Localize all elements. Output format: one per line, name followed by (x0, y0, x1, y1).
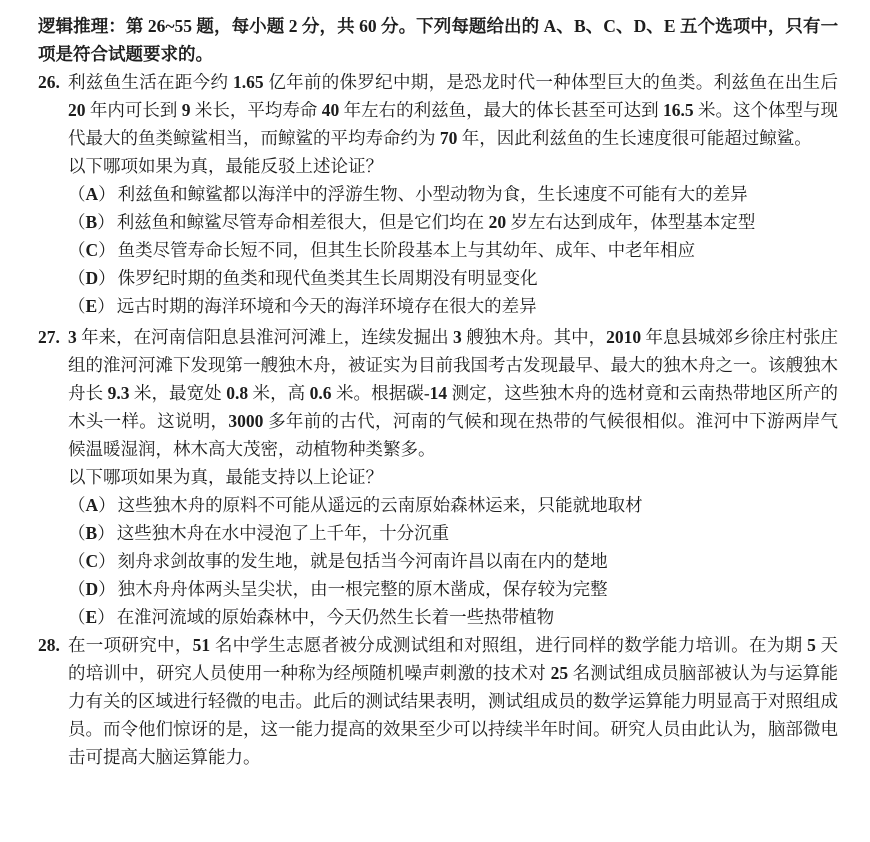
option-label: （D） (68, 579, 116, 599)
option-a (68, 180, 838, 208)
option-d (68, 575, 838, 603)
option-label: （B） (68, 523, 115, 543)
option-label: （E） (68, 607, 115, 627)
option-text: 这些独木舟在水中浸泡了上千年，十分沉重 (116, 523, 450, 543)
option-label: （C） (68, 551, 116, 571)
option-label: （C） (68, 240, 116, 260)
option-label: （A） (68, 184, 116, 204)
question-27 (38, 323, 838, 631)
question-number: 28. (38, 635, 60, 655)
option-text: 独木舟舟体两头呈尖状，由一根完整的原木凿成，保存较为完整 (117, 579, 608, 599)
option-b (68, 208, 838, 236)
option-b (68, 519, 838, 547)
option-text: 鱼类尽管寿命长短不同，但其生长阶段基本上与其幼年、成年、中老年相应 (117, 240, 696, 260)
option-text: 利兹鱼和鲸鲨都以海洋中的浮游生物、小型动物为食，生长速度不可能有大的差异 (117, 184, 748, 204)
option-label: （B） (68, 212, 115, 232)
question-stem: 3 年来，在河南信阳息县淮河河滩上，连续发掘出 3 艘独木舟。其中，2010 年息县城郊乡徐庄村张庄组的淮河河滩下发现第一艘独木舟，被证实为目前我国考古发现最早、最大的独木舟之一。该艘独木舟长 9.3 米，最宽处 0.8 米，高 0.6 米。根据碳-14 测定，这些独木舟的选材竟和云南热带地区所产的木头一样。这说明，3000 多年前的古代，河南的气候和现在热带的气候很相似。淮河中下游两岸气候温暖湿润，林木高大茂密，动植物种类繁多。 (68, 327, 839, 459)
option-label: （D） (68, 268, 116, 288)
option-e (68, 603, 838, 631)
question-prompt: 以下哪项如果为真，最能反驳上述论证？ (68, 156, 383, 176)
section-header: 逻辑推理：第 26~55 题，每小题 2 分，共 60 分。下列每题给出的 A、B、C、D、E 五个选项中，只有一项是符合试题要求的。 (38, 16, 839, 64)
question-stem: 利兹鱼生活在距今约 1.65 亿年前的侏罗纪中期，是恐龙时代一种体型巨大的鱼类。利兹鱼在出生后 20 年内可长到 9 米长，平均寿命 40 年左右的利兹鱼，最大的体长甚至可达到 16.5 米。这个体型与现代最大的鱼类鲸鲨相当，而鲸鲨的平均寿命约为 70 年，因此利兹鱼的生长速度很可能超过鲸鲨。 (68, 72, 838, 148)
question-28 (38, 631, 838, 771)
option-text: 侏罗纪时期的鱼类和现代鱼类其生长周期没有明显变化 (117, 268, 538, 288)
option-d (68, 264, 838, 292)
option-text: 刻舟求剑故事的发生地，就是包括当今河南许昌以南在内的楚地 (117, 551, 608, 571)
question-number: 26. (38, 72, 60, 92)
option-label: （A） (68, 495, 116, 515)
question-prompt: 以下哪项如果为真，最能支持以上论证？ (68, 467, 383, 487)
option-text: 这些独木舟的原料不可能从遥远的云南原始森林运来，只能就地取材 (117, 495, 643, 515)
question-number: 27. (38, 327, 60, 347)
option-text: 远古时期的海洋环境和今天的海洋环境存在很大的差异 (116, 296, 537, 316)
option-text: 在淮河流域的原始森林中，今天仍然生长着一些热带植物 (116, 607, 555, 627)
option-text: 利兹鱼和鲸鲨尽管寿命相差很大，但是它们均在 20 岁左右达到成年，体型基本定型 (116, 212, 756, 232)
option-c (68, 236, 838, 264)
option-a (68, 491, 838, 519)
option-e (68, 292, 838, 320)
option-c (68, 547, 838, 575)
option-label: （E） (68, 296, 115, 316)
question-26 (38, 68, 838, 320)
question-stem: 在一项研究中，51 名中学生志愿者被分成测试组和对照组，进行同样的数学能力培训。在为期 5 天的培训中，研究人员使用一种称为经颅随机噪声刺激的技术对 25 名测试组成员脑部被认为与运算能力有关的区域进行轻微的电击。此后的测试结果表明，测试组成员的数学运算能力明显高于对照组成员。而令他们惊讶的是，这一能力提高的效果至少可以持续半年时间。研究人员由此认为，脑部微电击可提高大脑运算能力。 (68, 635, 839, 767)
